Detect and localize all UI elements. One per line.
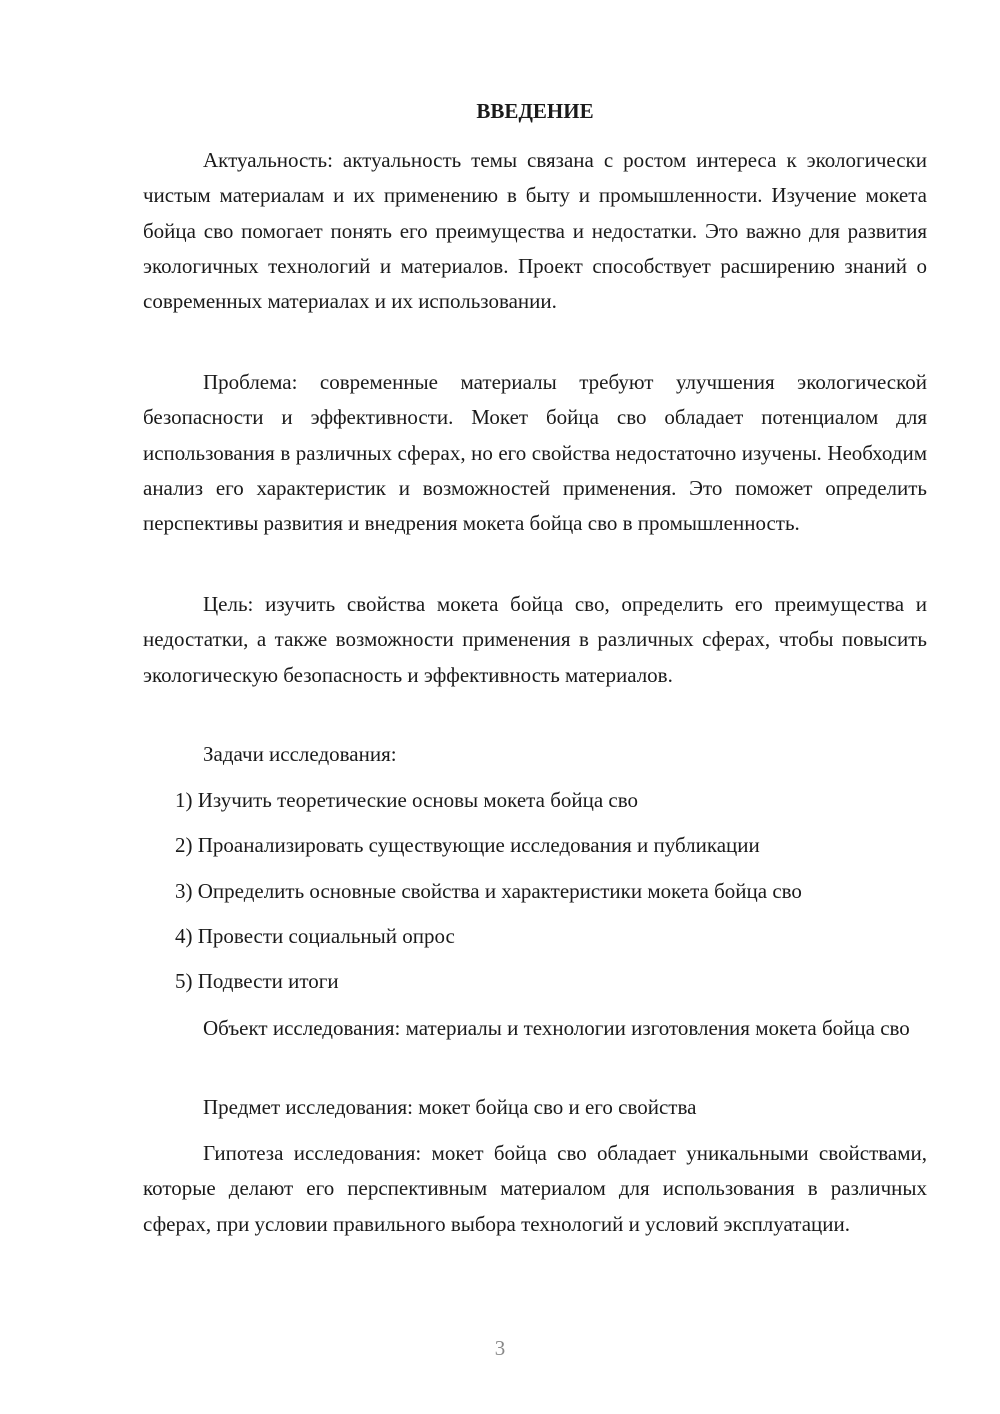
list-item: 3) Определить основные свойства и характеристики мокета бойца сво <box>175 879 802 903</box>
tasks-title: Задачи исследования: <box>203 742 397 766</box>
paragraph-goal: Цель: изучить свойства мокета бойца сво, определить его преимущества и недостатки, а также возможности применения в различных сферах, чтобы повысить экологическую безопасность и эффективность материалов. <box>143 592 927 687</box>
list-item: 2) Проанализировать существующие исследования и публикации <box>175 833 760 857</box>
paragraph-hypothesis: Гипотеза исследования: мокет бойца сво обладает уникальными свойствами, которые делают его перспективным материалом для использования в различных сферах, при условии правильного выбора технологий и условий эксплуатации. <box>143 1141 927 1236</box>
page-number: 3 <box>494 1336 506 1360</box>
paragraph-subject: Предмет исследования: мокет бойца сво и его свойства <box>203 1095 697 1119</box>
list-item: 1) Изучить теоретические основы мокета бойца сво <box>175 788 639 812</box>
list-item: 4) Провести социальный опрос <box>175 924 455 948</box>
paragraph-problem: Проблема: современные материалы требуют улучшения экологической безопасности и эффективности. Мокет бойца сво обладает потенциалом для использования в различных сферах, но его свойства недостаточно изучены. Необходим анализ его характеристик и возможностей применения. Это поможет определить перспективы развития и внедрения мокета бойца сво в промышленность. <box>143 370 927 536</box>
paragraph-object: Объект исследования: материалы и технологии изготовления мокета бойца сво <box>203 1016 910 1040</box>
paragraph-relevance: Актуальность: актуальность темы связана с ростом интереса к экологически чистым материалам и их применению в быту и промышленности. Изучение мокета бойца сво помогает понять его преимущества и недостатки. Это важно для развития экологичных технологий и материалов. Проект способствует расширению знаний о современных материалах и их использовании. <box>143 148 927 314</box>
page-title: ВВЕДЕНИЕ <box>476 99 594 123</box>
list-item: 5) Подвести итоги <box>175 969 339 993</box>
